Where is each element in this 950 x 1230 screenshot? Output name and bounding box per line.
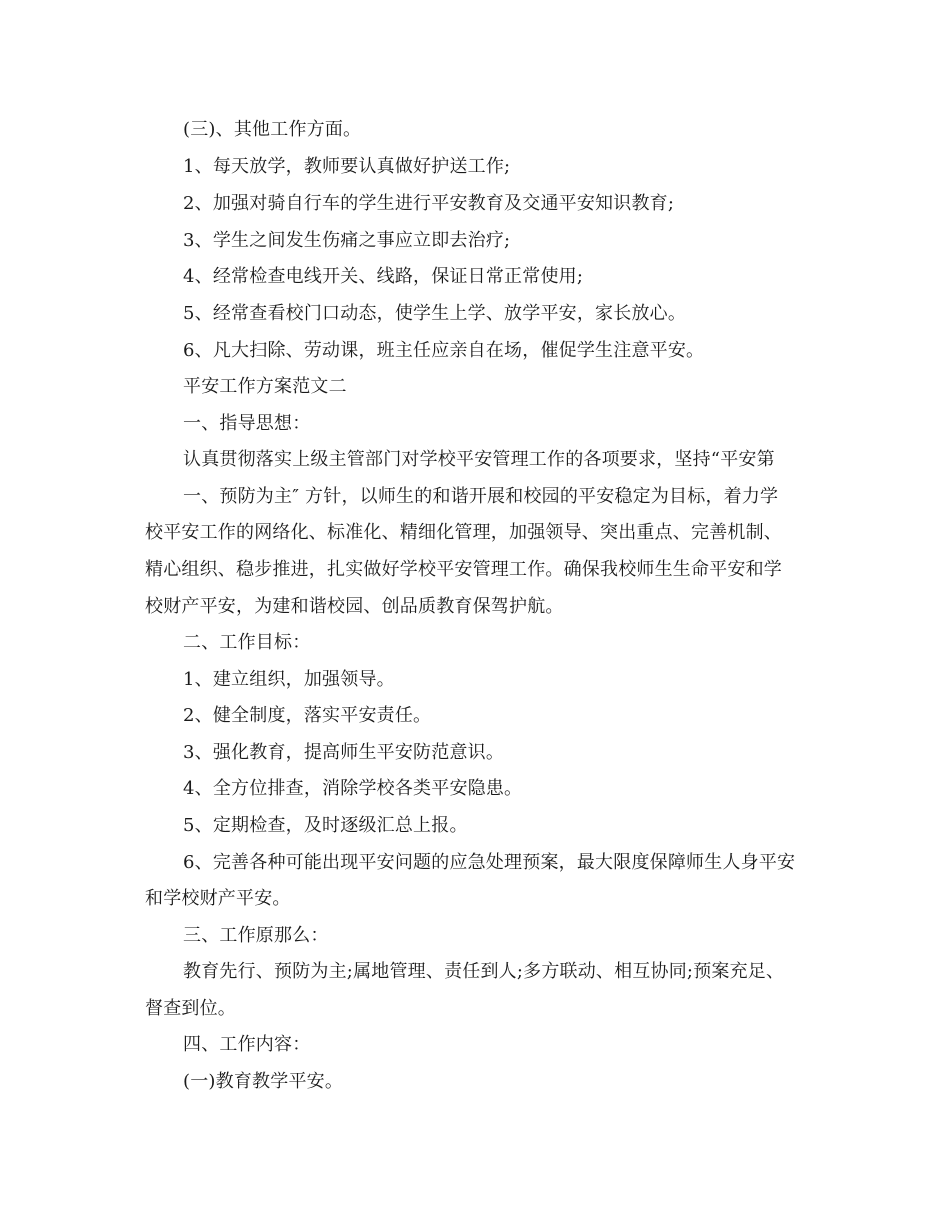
list-item: 5、经常查看校门口动态，使学生上学、放学平安，家长放心。 [183, 303, 687, 324]
subsection-heading-teaching-safety: (一)教育教学平安。 [183, 1071, 344, 1092]
section-heading-work-goals: 二、工作目标： [183, 632, 311, 653]
document-title: 平安工作方案范文二 [183, 376, 347, 397]
list-item: 2、加强对骑自行车的学生进行平安教育及交通平安知识教育; [183, 193, 675, 214]
paragraph-line: 督查到位。 [145, 998, 236, 1019]
paragraph-line: 一、预防为主″ 方针，以师生的和谐开展和校园的平安稳定为目标，着力学 [183, 486, 779, 507]
paragraph-line: 认真贯彻落实上级主管部门对学校平安管理工作的各项要求，坚持“平安第 [183, 449, 775, 470]
list-item: 3、强化教育，提高师生平安防范意识。 [183, 742, 505, 763]
section-heading-other-work: (三)、其他工作方面。 [183, 119, 362, 140]
paragraph-line: 教育先行、预防为主;属地管理、责任到人;多方联动、相互协同;预案充足、 [183, 961, 785, 982]
section-heading-guiding-thought: 一、指导思想： [183, 413, 311, 434]
paragraph-line: 校平安工作的网络化、标准化、精细化管理，加强领导、突出重点、完善机制、 [145, 522, 782, 543]
paragraph-line: 精心组织、稳步推进，扎实做好学校平安管理工作。确保我校师生生命平安和学 [145, 559, 782, 580]
list-item: 6、完善各种可能出现平安问题的应急处理预案，最大限度保障师生人身平安 [183, 852, 796, 873]
paragraph-line: 和学校财产平安。 [145, 888, 291, 909]
list-item: 2、健全制度，落实平安责任。 [183, 705, 432, 726]
list-item: 4、经常检查电线开关、线路，保证日常正常使用; [183, 266, 584, 287]
section-heading-work-content: 四、工作内容： [183, 1034, 311, 1055]
list-item: 4、全方位排查，消除学校各类平安隐患。 [183, 778, 523, 799]
list-item: 5、定期检查，及时逐级汇总上报。 [183, 815, 468, 836]
paragraph-line: 校财产平安，为建和谐校园、创品质教育保驾护航。 [145, 596, 564, 617]
section-heading-work-principles: 三、工作原那么： [183, 925, 329, 946]
list-item: 1、建立组织，加强领导。 [183, 669, 395, 690]
list-item: 6、凡大扫除、劳动课，班主任应亲自在场，催促学生注意平安。 [183, 340, 705, 361]
list-item: 3、学生之间发生伤痛之事应立即去治疗; [183, 230, 511, 251]
list-item: 1、每天放学，教师要认真做好护送工作; [183, 156, 511, 177]
